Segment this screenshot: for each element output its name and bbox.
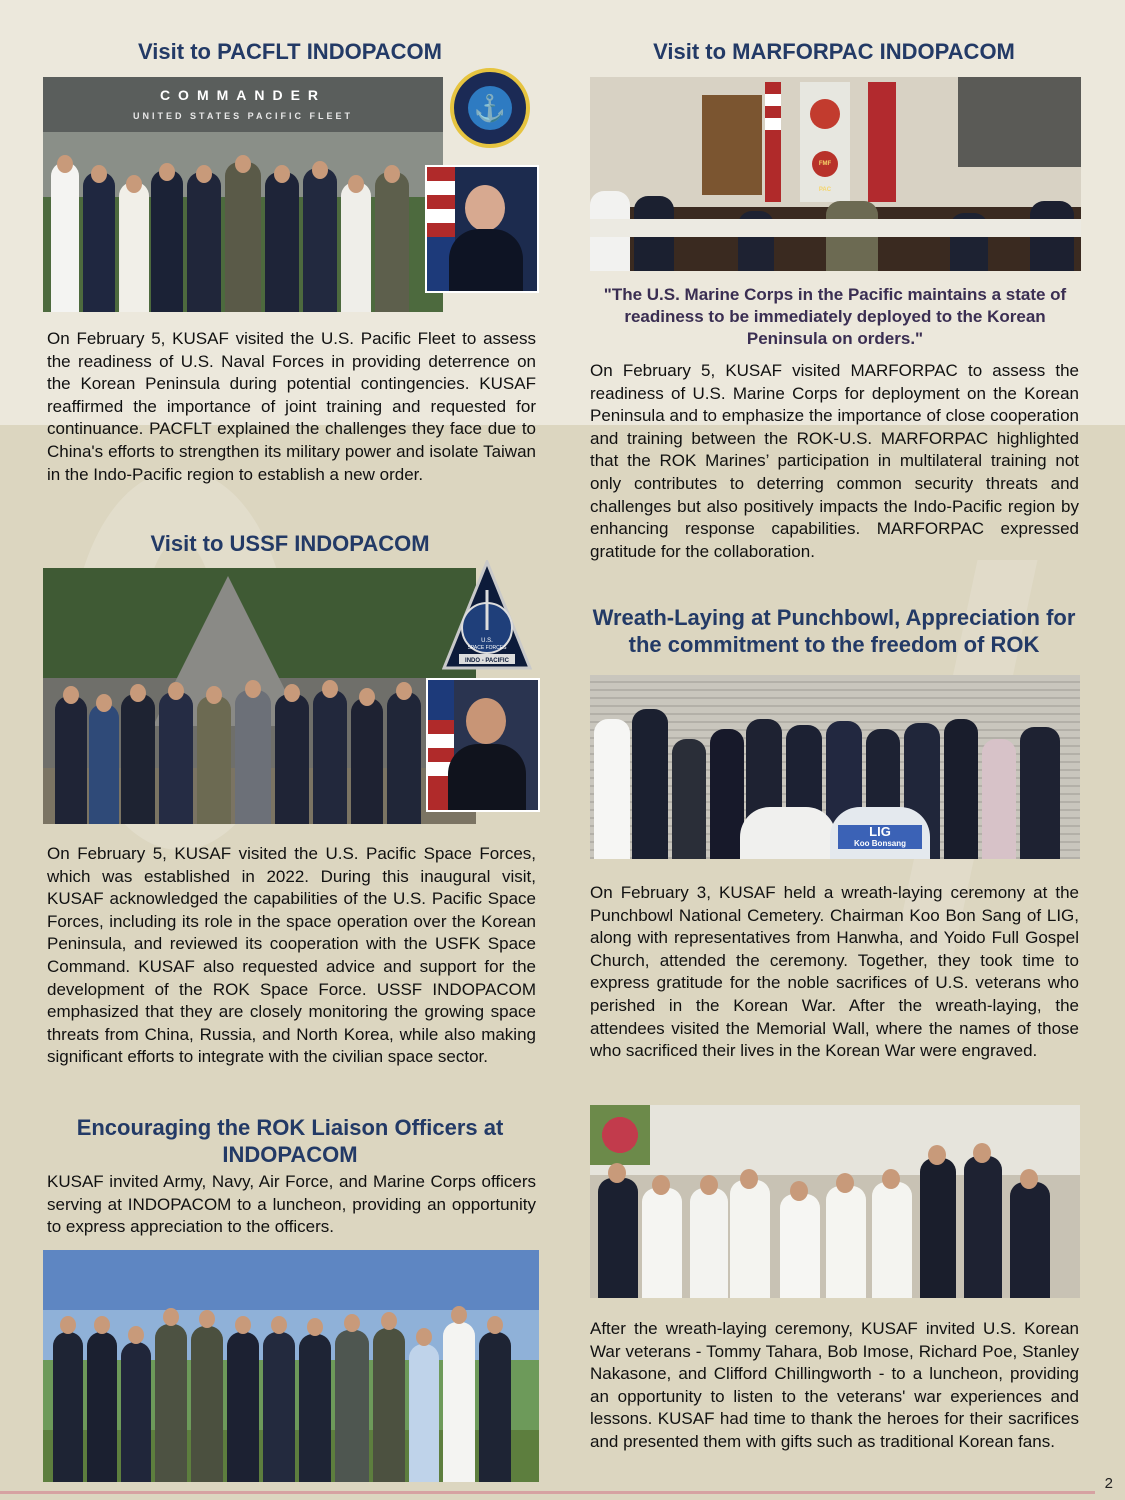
marforpac-meeting-photo (590, 77, 1081, 271)
page-number: 2 (1104, 1475, 1113, 1492)
liaison-title: Encouraging the ROK Liaison Officers at INDOPACOM (76, 1115, 504, 1167)
pacflt-sign-commander: COMMANDER (159, 87, 327, 103)
pacflt-commander-portrait (425, 165, 539, 293)
wreath-title: Wreath-Laying at Punchbowl, Appreciation for the commitment to the freedom of ROK (592, 605, 1076, 657)
marforpac-quote: "The U.S. Marine Corps in the Pacific maintains a state of readiness to be immediately deployed to the Korean Peninsula on orders." (603, 285, 1067, 348)
veterans-body: After the wreath-laying ceremony, KUSAF invited U.S. Korean War veterans - Tommy Tahara, Bob Imose, Richard Poe, Stanley Nakasone, and Clifford Chillingworth - to a luncheon, providing an opportunity to listen to the veterans' war experiences and lessons. KUSAF had time to thank the heroes for their sacrifices and presented them with gifts such as traditional Korean fans. (590, 1319, 1079, 1451)
pacflt-seal-icon: ⚓ (450, 68, 530, 148)
wreath-ceremony-photo (590, 675, 1080, 859)
marforpac-title: Visit to MARFORPAC INDOPACOM (653, 39, 1015, 64)
pacflt-group-photo (43, 77, 443, 312)
liaison-body: KUSAF invited Army, Navy, Air Force, and Marine Corps officers serving at INDOPACOM to a luncheon, providing an opportunity to express appreciation to the officers. (47, 1172, 536, 1237)
wreath-lig-label: LIG (869, 824, 891, 839)
wreath-lig-sub: Koo Bonsang (854, 839, 906, 848)
pacflt-title: Visit to PACFLT INDOPACOM (138, 39, 442, 64)
pacflt-sign-fleet: UNITED STATES PACIFIC FLEET (133, 111, 353, 121)
wreath-body: On February 3, KUSAF held a wreath-laying ceremony at the Punchbowl National Cemetery. Chairman Koo Bon Sang of LIG, along with representatives from Hanwha, and Yoido Full Gospel Church, attended the ceremony. Together, they took time to express gratitude for the noble sacrifices of U.S. veterans who perished in the Korean War. After the wreath-laying, the attendees visited the Memorial Wall, where the names of those who sacrificed their lives in the Korean War were engraved. (590, 883, 1079, 1061)
ussf-commander-portrait (426, 678, 540, 812)
ussf-body: On February 5, KUSAF visited the U.S. Pacific Space Forces, which was established in 2022. During this inaugural visit, KUSAF acknowledged the capabilities of the U.S. Pacific Space Forces, including its role in the space operation over the Korean Peninsula, and reviewed its cooperation with the USFK Space Command. KUSAF also requested advice and support for the development of the ROK Space Force. USSF INDOPACOM emphasized that they are closely monitoring the growing space threats from China, Russia, and North Korea, while also making significant efforts to integrate with the civilian space sector. (47, 844, 536, 1067)
ussf-logo-icon (442, 560, 532, 672)
liaison-group-photo (43, 1250, 539, 1482)
ussf-group-photo (43, 568, 476, 824)
ussf-title: Visit to USSF INDOPACOM (150, 531, 430, 556)
pacflt-body: On February 5, KUSAF visited the U.S. Pacific Fleet to assess the readiness of U.S. Naval Forces in providing deterrence on the Korean Peninsula during potential contingencies. KUSAF reaffirmed the importance of joint training and requested for continuance. PACFLT explained the challenges they face due to China's efforts to strengthen its military power and isolate Taiwan in the Indo-Pacific region to establish a new order. (47, 329, 536, 484)
ussf-logo-line3: INDO - PACIFIC (465, 658, 509, 664)
footer-divider (0, 1491, 1095, 1494)
ussf-logo-line1: U.S. (481, 638, 493, 644)
marforpac-flag-emblem: FMF PAC (812, 151, 838, 177)
veterans-luncheon-photo (590, 1105, 1080, 1298)
ussf-logo-line2: SPACE FORCES (467, 645, 507, 651)
marforpac-body: On February 5, KUSAF visited MARFORPAC to assess the readiness of U.S. Marine Corps for deployment on the Korean Peninsula and to emphasize the importance of close cooperation and training between the ROK-U.S. MARFORPAC highlighted that the ROK Marines’ participation in multilateral training not only contributes to deterring common security threats and challenges but also positively impacts the Indo-Pacific region by enhancing response capabilities. MARFORPAC expressed gratitude for the collaboration. (590, 361, 1079, 561)
